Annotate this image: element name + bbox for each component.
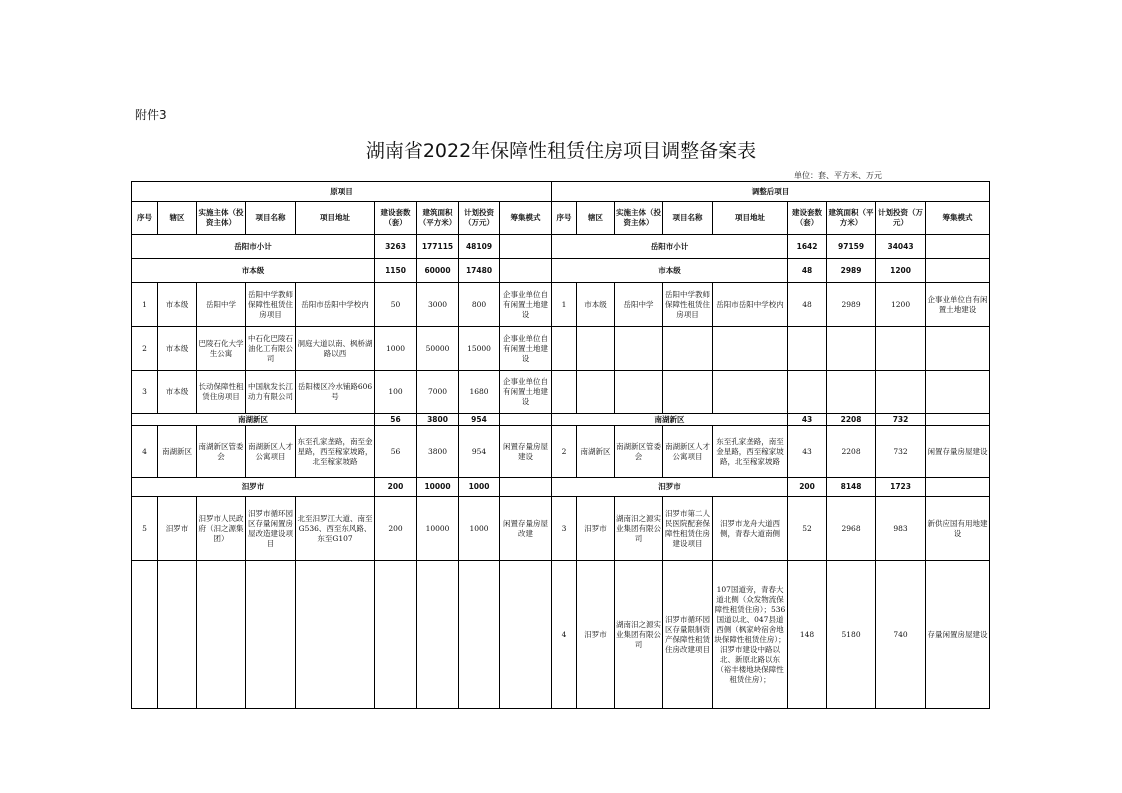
project-cell: 汨罗市第二人民医院配套保障性租赁住房建设项目 — [663, 497, 713, 561]
empty-cell — [926, 414, 990, 426]
investment-cell: 800 — [459, 283, 500, 327]
seq-cell: 1 — [552, 283, 577, 327]
col-sets: 建设套数（套） — [788, 202, 827, 235]
mode-cell: 企事业单位自有闲置土地建设 — [500, 327, 552, 371]
mode-cell: 企事业单位自有闲置土地建设 — [500, 371, 552, 414]
seq-cell: 3 — [132, 371, 158, 414]
page-title: 湖南省2022年保障性租赁住房项目调整备案表 — [365, 140, 757, 162]
entity-cell: 巴陵石化大学生公寓 — [197, 327, 246, 371]
district-cell: 南湖新区 — [158, 426, 197, 478]
empty-cell — [500, 561, 552, 709]
empty-cell — [663, 327, 713, 371]
address-cell: 岳阳市岳阳中学校内 — [713, 283, 788, 327]
table-row — [132, 561, 990, 709]
project-cell: 汨罗市循环园区存量限制资产保障性租赁住房改建项目 — [663, 561, 713, 709]
empty-cell — [788, 327, 827, 371]
address-cell: 东至孔家垄路，南至金星路，西至稼家坡路，北至稼家坡路 — [713, 426, 788, 478]
empty-cell — [417, 561, 459, 709]
seq-cell: 4 — [552, 561, 577, 709]
subtotal-label: 汨罗市 — [552, 478, 788, 497]
subtotal-sets: 43 — [788, 414, 827, 426]
col-mode: 筹集模式 — [926, 202, 990, 235]
empty-cell — [788, 371, 827, 414]
project-cell: 岳阳中学教师保障性租赁住房项目 — [663, 283, 713, 327]
column-header-row — [132, 202, 990, 235]
empty-cell — [500, 235, 552, 259]
sets-cell: 48 — [788, 283, 827, 327]
project-cell: 汨罗市循环园区存量闲置房屋改造建设项目 — [246, 497, 296, 561]
address-cell: 洞庭大道以南、枫桥湖路以西 — [296, 327, 375, 371]
subtotal-label: 汨罗市 — [132, 478, 375, 497]
section-original: 原项目 — [132, 182, 552, 202]
col-mode: 筹集模式 — [500, 202, 552, 235]
area-cell: 7000 — [417, 371, 459, 414]
empty-cell — [713, 327, 788, 371]
col-project: 项目名称 — [663, 202, 713, 235]
col-seq: 序号 — [132, 202, 158, 235]
empty-cell — [615, 371, 663, 414]
investment-cell: 983 — [876, 497, 926, 561]
col-project: 项目名称 — [246, 202, 296, 235]
empty-cell — [926, 327, 990, 371]
empty-cell — [663, 371, 713, 414]
investment-cell: 740 — [876, 561, 926, 709]
address-cell: 107国道旁，青春大道北侧（众发物流保障性租赁住房）；536国道以北、047县道西侧（枫家岭宿舍地块保障性租赁住房）；汨罗市建设中路以北、新原北路以东（裕丰楼地块保障性租赁住房）； — [713, 561, 788, 709]
mode-cell: 新供应国有用地建设 — [926, 497, 990, 561]
col-address: 项目地址 — [296, 202, 375, 235]
col-seq: 序号 — [552, 202, 577, 235]
seq-cell: 3 — [552, 497, 577, 561]
area-cell: 3000 — [417, 283, 459, 327]
investment-cell: 954 — [459, 426, 500, 478]
entity-cell: 长动保障性租赁住房项目 — [197, 371, 246, 414]
sets-cell: 100 — [375, 371, 417, 414]
investment-cell: 1200 — [876, 283, 926, 327]
entity-cell: 湖南汨之源实业集团有限公司 — [615, 497, 663, 561]
seq-cell: 1 — [132, 283, 158, 327]
project-cell: 南湖新区人才公寓项目 — [663, 426, 713, 478]
empty-cell — [500, 478, 552, 497]
investment-cell: 732 — [876, 426, 926, 478]
mode-cell: 企事业单位自有闲置土地建设 — [500, 283, 552, 327]
address-cell: 北至汨罗江大道、南至G536、西至东风路、东至G107 — [296, 497, 375, 561]
table-row — [132, 371, 990, 414]
entity-cell: 南湖新区管委会 — [615, 426, 663, 478]
subtotal-sets: 1150 — [375, 259, 417, 283]
subtotal-investment: 1723 — [876, 478, 926, 497]
project-cell: 中石化巴陵石油化工有限公司 — [246, 327, 296, 371]
empty-cell — [827, 327, 876, 371]
sets-cell: 1000 — [375, 327, 417, 371]
subtotal-row — [132, 235, 990, 259]
subtotal-area: 97159 — [827, 235, 876, 259]
col-area: 建筑面积（平方米） — [827, 202, 876, 235]
empty-cell — [132, 561, 158, 709]
col-district: 辖区 — [577, 202, 615, 235]
district-cell: 南湖新区 — [577, 426, 615, 478]
col-sets: 建设套数（套） — [375, 202, 417, 235]
subtotal-investment: 732 — [876, 414, 926, 426]
empty-cell — [827, 371, 876, 414]
sets-cell: 43 — [788, 426, 827, 478]
empty-cell — [926, 235, 990, 259]
address-cell: 汨罗市龙舟大道西侧，青春大道南侧 — [713, 497, 788, 561]
area-cell: 3800 — [417, 426, 459, 478]
subtotal-sets: 48 — [788, 259, 827, 283]
subtotal-row — [132, 478, 990, 497]
table-row — [132, 426, 990, 478]
district-cell: 市本级 — [158, 371, 197, 414]
subtotal-investment: 1200 — [876, 259, 926, 283]
seq-cell: 2 — [552, 426, 577, 478]
entity-cell: 岳阳中学 — [615, 283, 663, 327]
subtotal-investment: 17480 — [459, 259, 500, 283]
subtotal-area: 177115 — [417, 235, 459, 259]
empty-cell — [552, 371, 577, 414]
unit-note: 单位：套、平方米、万元 — [794, 171, 882, 180]
area-cell: 5180 — [827, 561, 876, 709]
subtotal-area: 2208 — [827, 414, 876, 426]
empty-cell — [500, 414, 552, 426]
address-cell: 岳阳市岳阳中学校内 — [296, 283, 375, 327]
empty-cell — [876, 371, 926, 414]
col-district: 辖区 — [158, 202, 197, 235]
subtotal-investment: 1000 — [459, 478, 500, 497]
mode-cell: 闲置存量房屋建设 — [500, 426, 552, 478]
sets-cell: 148 — [788, 561, 827, 709]
entity-cell: 南湖新区管委会 — [197, 426, 246, 478]
sets-cell: 52 — [788, 497, 827, 561]
subtotal-area: 2989 — [827, 259, 876, 283]
empty-cell — [459, 561, 500, 709]
subtotal-area: 10000 — [417, 478, 459, 497]
entity-cell: 汨罗市人民政府（汨之源集团） — [197, 497, 246, 561]
subtotal-area: 3800 — [417, 414, 459, 426]
empty-cell — [158, 561, 197, 709]
seq-cell: 2 — [132, 327, 158, 371]
seq-cell: 5 — [132, 497, 158, 561]
entity-cell: 岳阳中学 — [197, 283, 246, 327]
area-cell: 2208 — [827, 426, 876, 478]
col-address: 项目地址 — [713, 202, 788, 235]
attachment-label: 附件3 — [135, 108, 167, 122]
subtotal-investment: 34043 — [876, 235, 926, 259]
sets-cell: 56 — [375, 426, 417, 478]
subtotal-label: 市本级 — [552, 259, 788, 283]
subtotal-sets: 1642 — [788, 235, 827, 259]
sets-cell: 50 — [375, 283, 417, 327]
subtotal-sets: 200 — [788, 478, 827, 497]
table-row — [132, 497, 990, 561]
area-cell: 2989 — [827, 283, 876, 327]
section-header-row — [132, 182, 990, 202]
col-investment: 计划投资（万元） — [876, 202, 926, 235]
col-investment: 计划投资（万元） — [459, 202, 500, 235]
investment-cell: 1000 — [459, 497, 500, 561]
project-cell: 南湖新区人才公寓项目 — [246, 426, 296, 478]
subtotal-row — [132, 259, 990, 283]
mode-cell: 闲置存量房屋改建 — [500, 497, 552, 561]
entity-cell: 湖南汨之源实业集团有限公司 — [615, 561, 663, 709]
mode-cell: 存量闲置房屋建设 — [926, 561, 990, 709]
district-cell: 汨罗市 — [577, 561, 615, 709]
area-cell: 50000 — [417, 327, 459, 371]
district-cell: 市本级 — [577, 283, 615, 327]
subtotal-label: 南湖新区 — [132, 414, 375, 426]
investment-cell: 1680 — [459, 371, 500, 414]
empty-cell — [926, 478, 990, 497]
subtotal-row — [132, 414, 990, 426]
mode-cell: 闲置存量房屋建设 — [926, 426, 990, 478]
empty-cell — [577, 327, 615, 371]
empty-cell — [615, 327, 663, 371]
empty-cell — [713, 371, 788, 414]
area-cell: 2968 — [827, 497, 876, 561]
subtotal-area: 8148 — [827, 478, 876, 497]
subtotal-sets: 3263 — [375, 235, 417, 259]
area-cell: 10000 — [417, 497, 459, 561]
seq-cell: 4 — [132, 426, 158, 478]
empty-cell — [926, 259, 990, 283]
empty-cell — [552, 327, 577, 371]
subtotal-label: 市本级 — [132, 259, 375, 283]
empty-cell — [197, 561, 246, 709]
empty-cell — [375, 561, 417, 709]
address-cell: 岳阳楼区冷水铺路606号 — [296, 371, 375, 414]
col-entity: 实施主体（投资主体） — [615, 202, 663, 235]
district-cell: 市本级 — [158, 327, 197, 371]
empty-cell — [577, 371, 615, 414]
district-cell: 汨罗市 — [577, 497, 615, 561]
subtotal-investment: 48109 — [459, 235, 500, 259]
sets-cell: 200 — [375, 497, 417, 561]
subtotal-label: 岳阳市小计 — [552, 235, 788, 259]
empty-cell — [296, 561, 375, 709]
district-cell: 汨罗市 — [158, 497, 197, 561]
table-row — [132, 327, 990, 371]
col-entity: 实施主体（投资主体） — [197, 202, 246, 235]
project-cell: 岳阳中学教师保障性租赁住房项目 — [246, 283, 296, 327]
empty-cell — [876, 327, 926, 371]
empty-cell — [926, 371, 990, 414]
address-cell: 东至孔家垄路，南至金星路，西至稼家坡路，北至稼家坡路 — [296, 426, 375, 478]
record-table — [131, 181, 990, 709]
empty-cell — [246, 561, 296, 709]
col-area: 建筑面积（平方米） — [417, 202, 459, 235]
project-cell: 中国航发长江动力有限公司 — [246, 371, 296, 414]
district-cell: 市本级 — [158, 283, 197, 327]
investment-cell: 15000 — [459, 327, 500, 371]
subtotal-label: 南湖新区 — [552, 414, 788, 426]
subtotal-label: 岳阳市小计 — [132, 235, 375, 259]
subtotal-sets: 56 — [375, 414, 417, 426]
mode-cell: 企事业单位自有闲置土地建设 — [926, 283, 990, 327]
subtotal-investment: 954 — [459, 414, 500, 426]
section-adjusted: 调整后项目 — [552, 182, 990, 202]
table-row — [132, 283, 990, 327]
subtotal-area: 60000 — [417, 259, 459, 283]
subtotal-sets: 200 — [375, 478, 417, 497]
empty-cell — [500, 259, 552, 283]
